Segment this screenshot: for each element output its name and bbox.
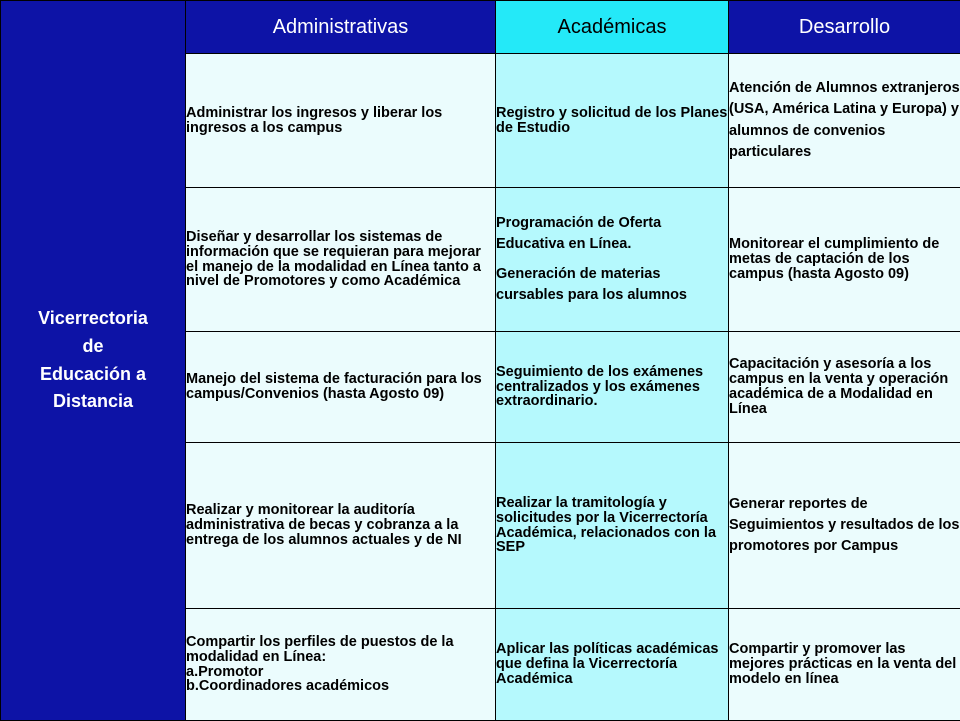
- cell-administrativas: [186, 609, 496, 721]
- cell-line: a.Promotor: [186, 665, 495, 680]
- cell-academicas: Registro y solicitud de los Planes de Estudio: [496, 54, 729, 188]
- cell-administrativas: Administrar los ingresos y liberar los ingresos a los campus: [186, 54, 496, 188]
- side-label-line: de: [1, 333, 185, 361]
- cell-paragraph: Programación de Oferta Educativa en Línea.: [496, 213, 728, 255]
- cell-administrativas: Manejo del sistema de facturación para los campus/Convenios (hasta Agosto 09): [186, 332, 496, 443]
- cell-line: Compartir los perfiles de puestos de la modalidad en Línea:: [186, 635, 495, 665]
- side-label-line: Educación a: [1, 361, 185, 389]
- header-row: [1, 1, 960, 54]
- cell-line: b.Coordinadores académicos: [186, 679, 495, 694]
- header-academicas: Académicas: [496, 1, 729, 54]
- cell-administrativas: Realizar y monitorear la auditoría administrativa de becas y cobranza a la entrega de los alumnos actuales y de NI: [186, 443, 496, 609]
- cell-desarrollo: Monitorear el cumplimiento de metas de captación de los campus (hasta Agosto 09): [729, 188, 960, 332]
- cell-desarrollo: Capacitación y asesoría a los campus en la venta y operación académica de a Modalidad en Línea: [729, 332, 960, 443]
- side-label-line: Vicerrectoria: [1, 305, 185, 333]
- cell-administrativas: Diseñar y desarrollar los sistemas de información que se requieran para mejorar el manejo de la modalidad en Línea tanto a nivel de Promotores y como Académica: [186, 188, 496, 332]
- cell-academicas: Seguimiento de los exámenes centralizados y los exámenes extraordinario.: [496, 332, 729, 443]
- header-desarrollo: Desarrollo: [729, 1, 960, 54]
- header-administrativas: Administrativas: [186, 1, 496, 54]
- cell-paragraph: Generación de materias cursables para los alumnos: [496, 264, 728, 306]
- side-label: [1, 1, 186, 721]
- side-label-line: Distancia: [1, 388, 185, 416]
- cell-desarrollo: Compartir y promover las mejores prácticas en la venta del modelo en línea: [729, 609, 960, 721]
- cell-academicas: Realizar la tramitología y solicitudes por la Vicerrectoría Académica, relacionados con la SEP: [496, 443, 729, 609]
- cell-academicas: [496, 188, 729, 332]
- cell-academicas: Aplicar las políticas académicas que defina la Vicerrectoría Académica: [496, 609, 729, 721]
- cell-desarrollo: Atención de Alumnos extranjeros (USA, América Latina y Europa) y alumnos de convenios particulares: [729, 54, 960, 188]
- cell-desarrollo: Generar reportes de Seguimientos y resultados de los promotores por Campus: [729, 443, 960, 609]
